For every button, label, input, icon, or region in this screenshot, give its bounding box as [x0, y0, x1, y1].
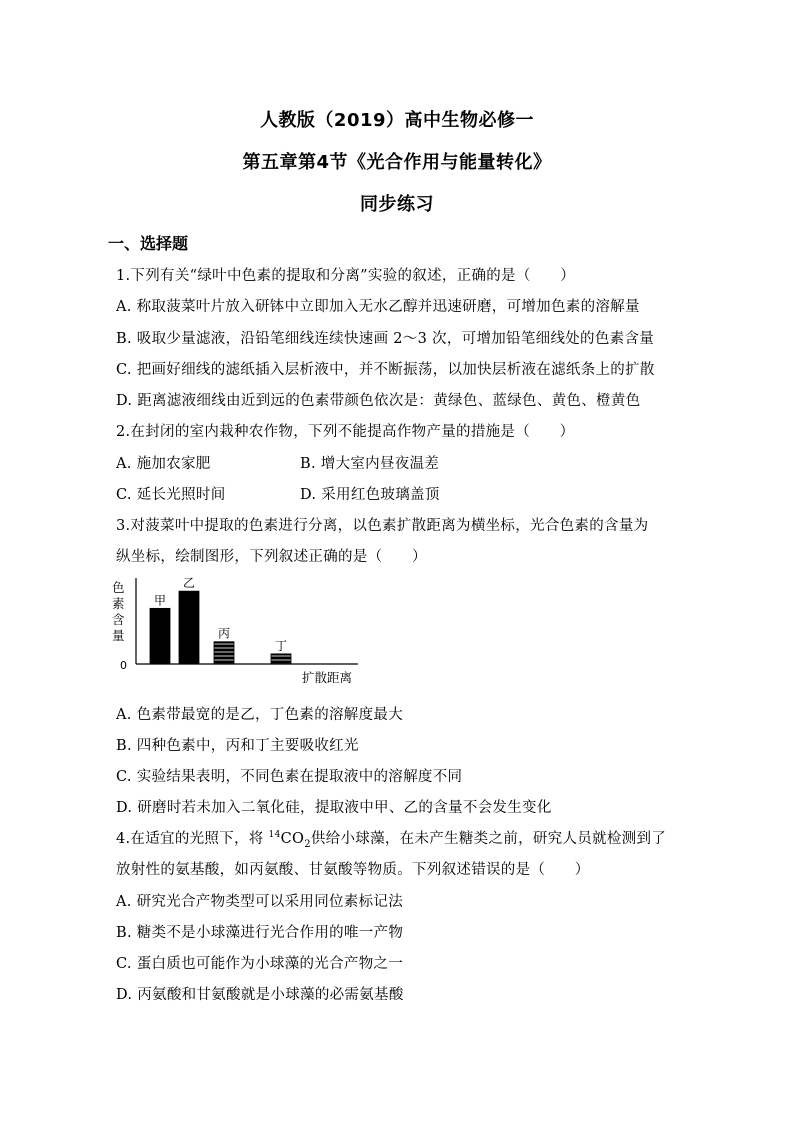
- q4-option-b: B. 糖类不是小球藻进行光合作用的唯一产物: [116, 925, 404, 941]
- q2-option-c: C. 延长光照时间: [116, 487, 226, 503]
- q4-stem-pre: 4.在适宜的光照下，将: [116, 831, 269, 847]
- q1-option-c: C. 把画好细线的滤纸插入层析液中，并不断振荡，以加快层析液在滤纸条上的扩散: [116, 362, 655, 378]
- q3-option-b: B. 四种色素中，丙和丁主要吸收红光: [116, 738, 359, 754]
- bar-label-3: 丙: [217, 626, 231, 641]
- y-axis-label-char-4: 量: [112, 628, 125, 643]
- bar-3: [214, 642, 234, 664]
- q1-option-a: A. 称取菠菜叶片放入研钵中立即加入无水乙醇并迅速研磨，可增加色素的溶解量: [116, 299, 640, 315]
- q4-option-d: D. 丙氨酸和甘氨酸就是小球藻的必需氨基酸: [116, 987, 404, 1003]
- q4-option-c: C. 蛋白质也可能作为小球藻的光合产物之一: [116, 956, 404, 972]
- bar-1: [150, 608, 170, 664]
- section-heading-choice: 一、选择题: [108, 234, 189, 253]
- q1-stem: 1.下列有关“绿叶中色素的提取和分离”实验的叙述，正确的是（ ）: [116, 268, 576, 284]
- q3-stem-line2: 纵坐标，绘制图形，下列叙述正确的是（ ）: [116, 549, 427, 565]
- q4-co2-subscript: 2: [304, 838, 311, 850]
- q2-option-d: D. 采用红色玻璃盖顶: [300, 487, 440, 503]
- q4-stem-post: 供给小球藻，在未产生糖类之前，研究人员就检测到了: [310, 831, 667, 847]
- q3-stem-line1: 3.对菠菜叶中提取的色素进行分离，以色素扩散距离为横坐标，光合色素的含量为: [116, 518, 649, 534]
- y-axis-label: [112, 580, 125, 643]
- q1-option-d: D. 距离滤液细线由近到远的色素带颜色依次是：黄绿色、蓝绿色、黄色、橙黄色: [116, 393, 641, 409]
- q3-option-c: C. 实验结果表明，不同色素在提取液中的溶解度不同: [116, 769, 463, 785]
- q4-option-a: A. 研究光合产物类型可以采用同位素标记法: [116, 894, 403, 910]
- q4-stem-line1: [116, 827, 666, 850]
- q3-option-d: D. 研磨时若未加入二氧化硅，提取液中甲、乙的含量不会发生变化: [116, 800, 552, 816]
- title-textbook: 人教版（2019）高中生物必修一: [259, 110, 535, 131]
- q3-option-a: A. 色素带最宽的是乙，丁色素的溶解度最大: [116, 707, 403, 723]
- title-practice: 同步练习: [360, 194, 434, 215]
- y-axis-label-char-1: 色: [112, 580, 125, 595]
- q2-option-b: B. 增大室内昼夜温差: [300, 456, 440, 472]
- y-axis-label-char-3: 含: [112, 612, 125, 627]
- q4-stem-line2: 放射性的氨基酸，如丙氨酸、甘氨酸等物质。下列叙述错误的是（ ）: [116, 862, 590, 878]
- bar-label-4: 丁: [274, 638, 288, 653]
- bars-group: [150, 576, 291, 664]
- x-axis-label: 扩散距离: [302, 670, 353, 685]
- q2-option-a: A. 施加农家肥: [116, 456, 211, 472]
- bar-label-2: 乙: [182, 576, 196, 591]
- q2-stem: 2.在封闭的室内栽种农作物，下列不能提高作物产量的措施是（ ）: [116, 424, 575, 440]
- bar-label-1: 甲: [153, 593, 167, 608]
- q4-co: CO: [280, 831, 305, 847]
- pigment-bar-chart: [106, 574, 366, 692]
- q4-isotope-mass: 14: [268, 830, 281, 841]
- y-axis-label-char-2: 素: [112, 596, 125, 611]
- bar-2: [179, 591, 199, 664]
- origin-label: 0: [120, 659, 127, 672]
- q1-option-b: B. 吸取少量滤液，沿铅笔细线连续快速画 2～3 次，可增加铅笔细线处的色素含量: [116, 331, 655, 347]
- bar-4: [271, 654, 291, 664]
- title-chapter: 第五章第4节《光合作用与能量转化》: [242, 152, 552, 173]
